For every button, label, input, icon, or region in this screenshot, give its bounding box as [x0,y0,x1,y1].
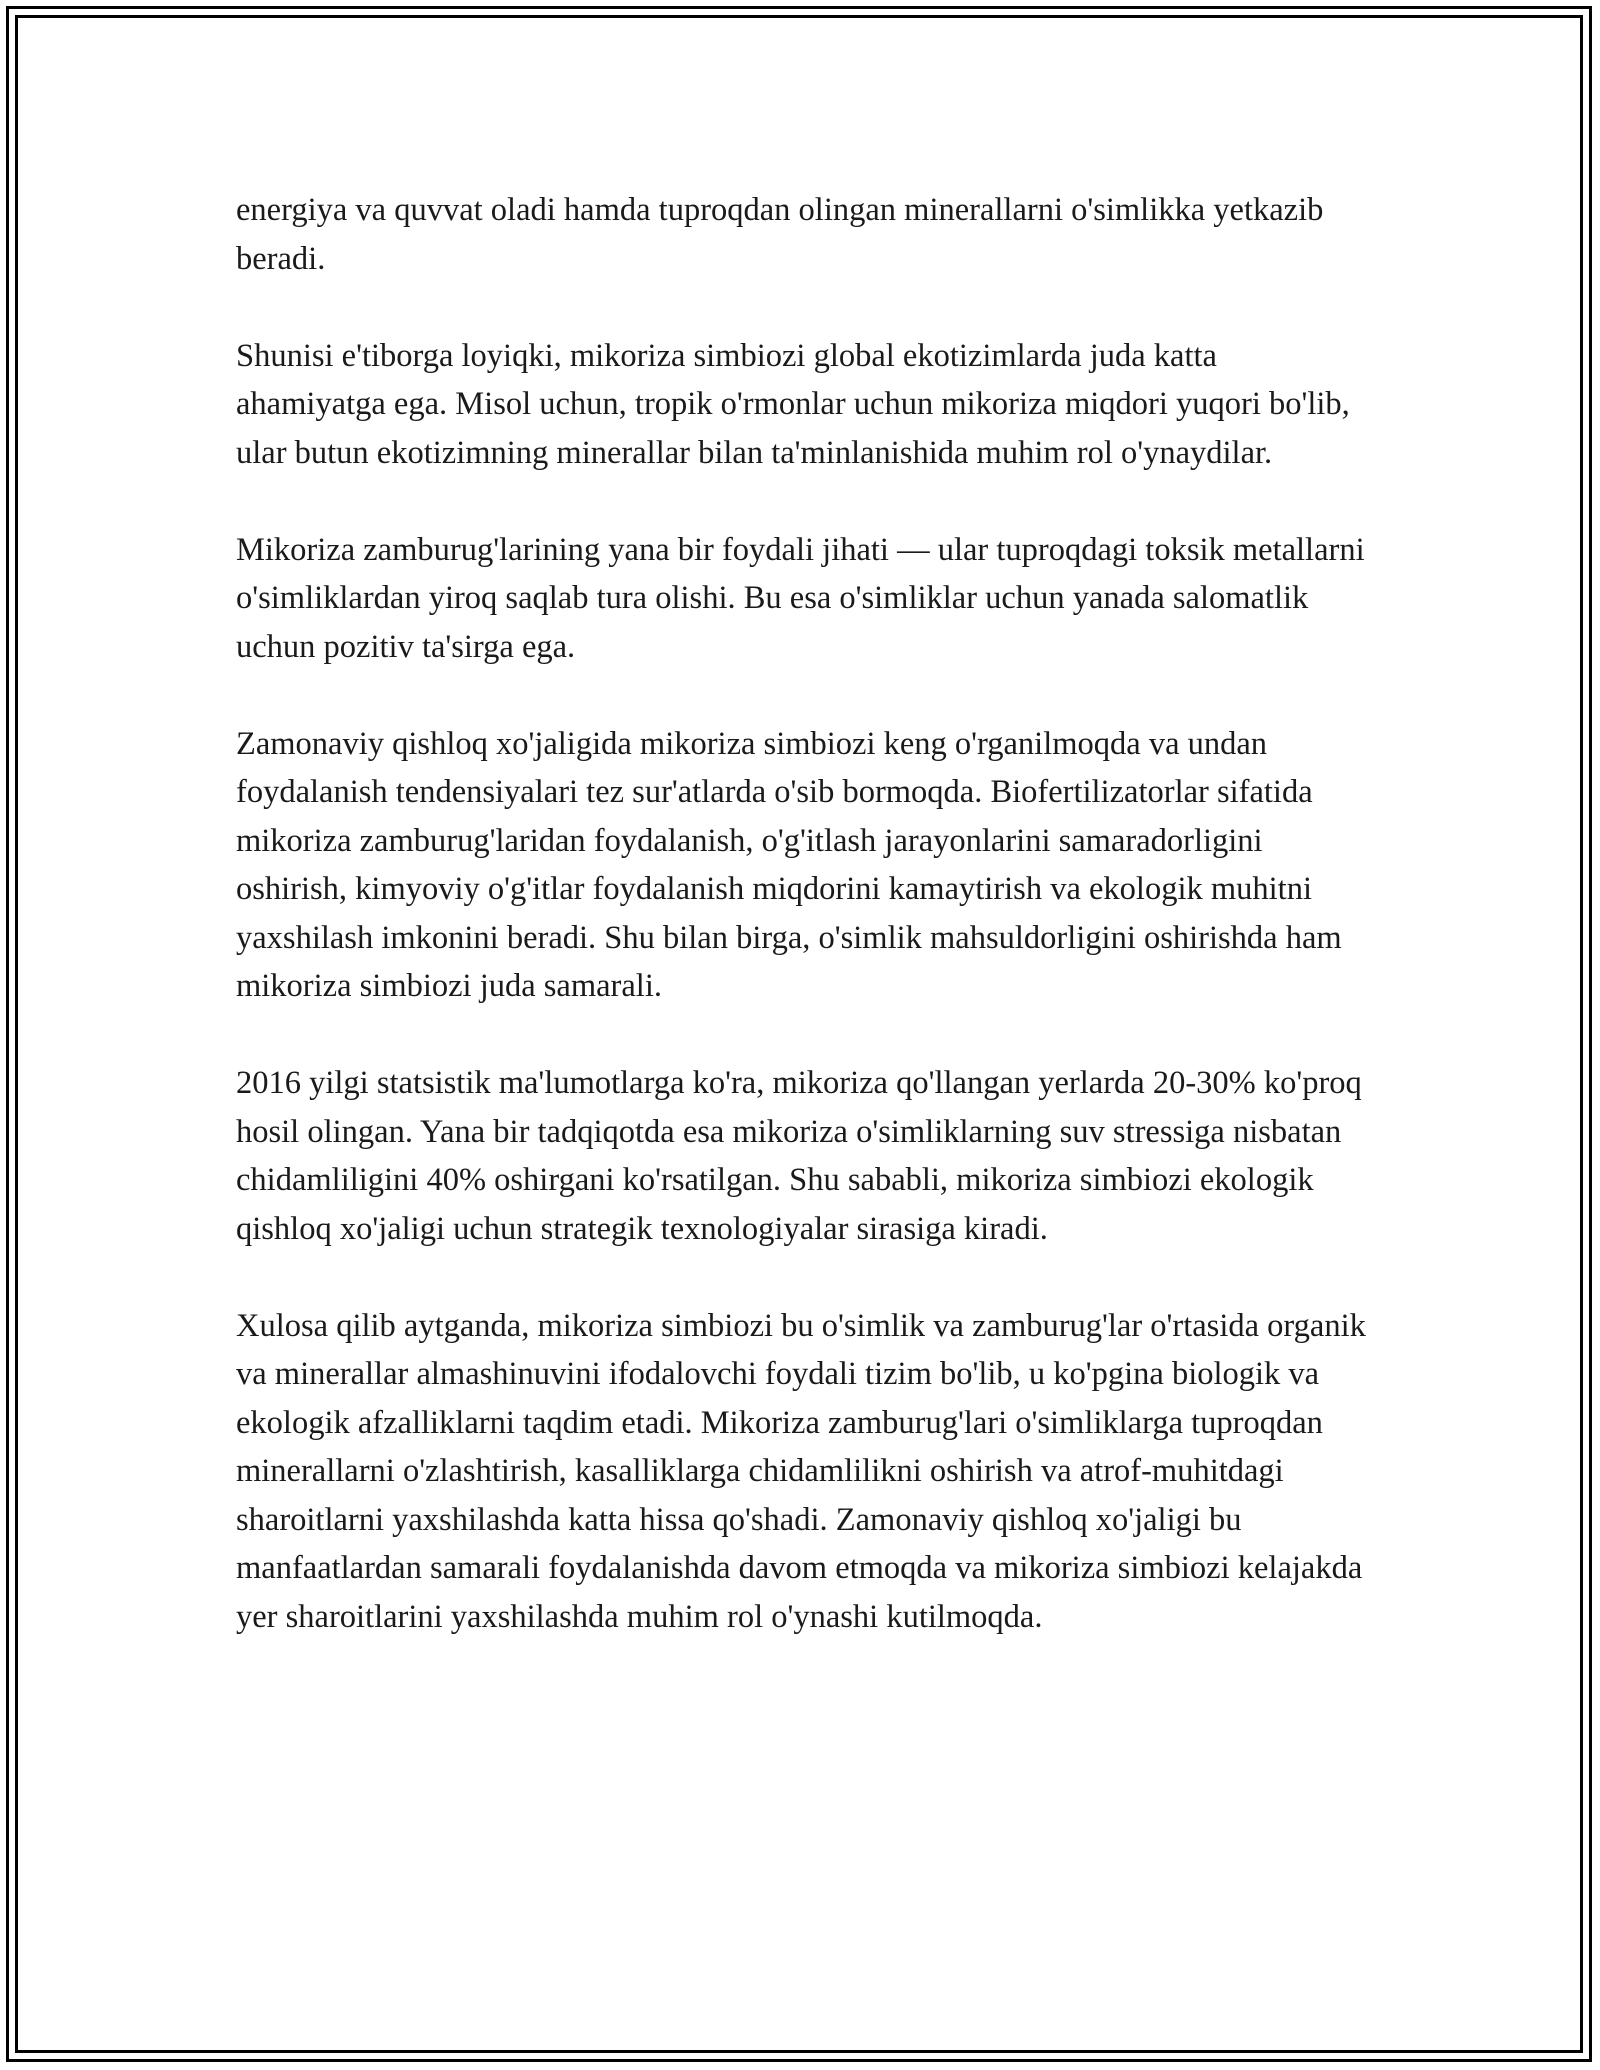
paragraph-1: energiya va quvvat oladi hamda tuproqdan olingan minerallarni o'simlikka yetkazib beradi. [236,192,1324,277]
paragraph-4: Zamonaviy qishloq xo'jaligida mikoriza simbiozi keng o'rganilmoqda va undan foydalanish tendensiyalari tez sur'atlarda o'sib bormoqda. Biofertilizatorlar sifatida mikoriza zamburug'laridan foydalanish, o'g'itlash jarayonlarini samaradorligini oshirish, kimyoviy o'g'itlar foydalanish miqdorini kamaytirish va ekologik muhitni yaxshilash imkonini beradi. Shu bilan birga, o'simlik mahsuldorligini oshirishda ham mikoriza simbiozi juda samarali. [236,725,1342,1004]
paragraph-6: Xulosa qilib aytganda, mikoriza simbiozi bu o'simlik va zamburug'lar o'rtasida organik va minerallar almashinuvini ifodalovchi foydali tizim bo'lib, u ko'pgina biologik va ekologik afzalliklarni taqdim etadi. Mikoriza zamburug'lari o'simliklarga tuproqdan minerallarni o'zlashtirish, kasalliklarga chidamlilikni oshirish va atrof-muhitdagi sharoitlarni yaxshilashda katta hissa qo'shadi. Zamonaviy qishloq xo'jaligi bu manfaatlardan samarali foydalanishda davom etmoqda va mikoriza simbiozi kelajakda yer sharoitlarini yaxshilashda muhim rol o'ynashi kutilmoqda. [236,1307,1366,1635]
document-body [236,186,1366,1641]
paragraph-2: Shunisi e'tiborga loyiqki, mikoriza simbiozi global ekotizimlarda juda katta ahamiyatga ega. Misol uchun, tropik o'rmonlar uchun mikoriza miqdori yuqori bo'lib, ular butun ekotizimning minerallar bilan ta'minlanishida muhim rol o'ynaydilar. [236,337,1350,471]
paragraph-5: 2016 yilgi statsistik ma'lumotlarga ko'ra, mikoriza qo'llangan yerlarda 20-30% ko'proq hosil olingan. Yana bir tadqiqotda esa mikoriza o'simliklarning suv stressiga nisbatan chidamliligini 40% oshirgani ko'rsatilgan. Shu sababli, mikoriza simbiozi ekologik qishloq xo'jaligi uchun strategik texnologiyalar sirasiga kiradi. [236,1065,1362,1247]
paragraph-3: Mikoriza zamburug'larining yana bir foydali jihati — ular tuproqdagi toksik metallarni o'simliklardan yiroq saqlab tura olishi. Bu esa o'simliklar uchun yanada salomatlik uchun pozitiv ta'sirga ega. [236,531,1365,665]
